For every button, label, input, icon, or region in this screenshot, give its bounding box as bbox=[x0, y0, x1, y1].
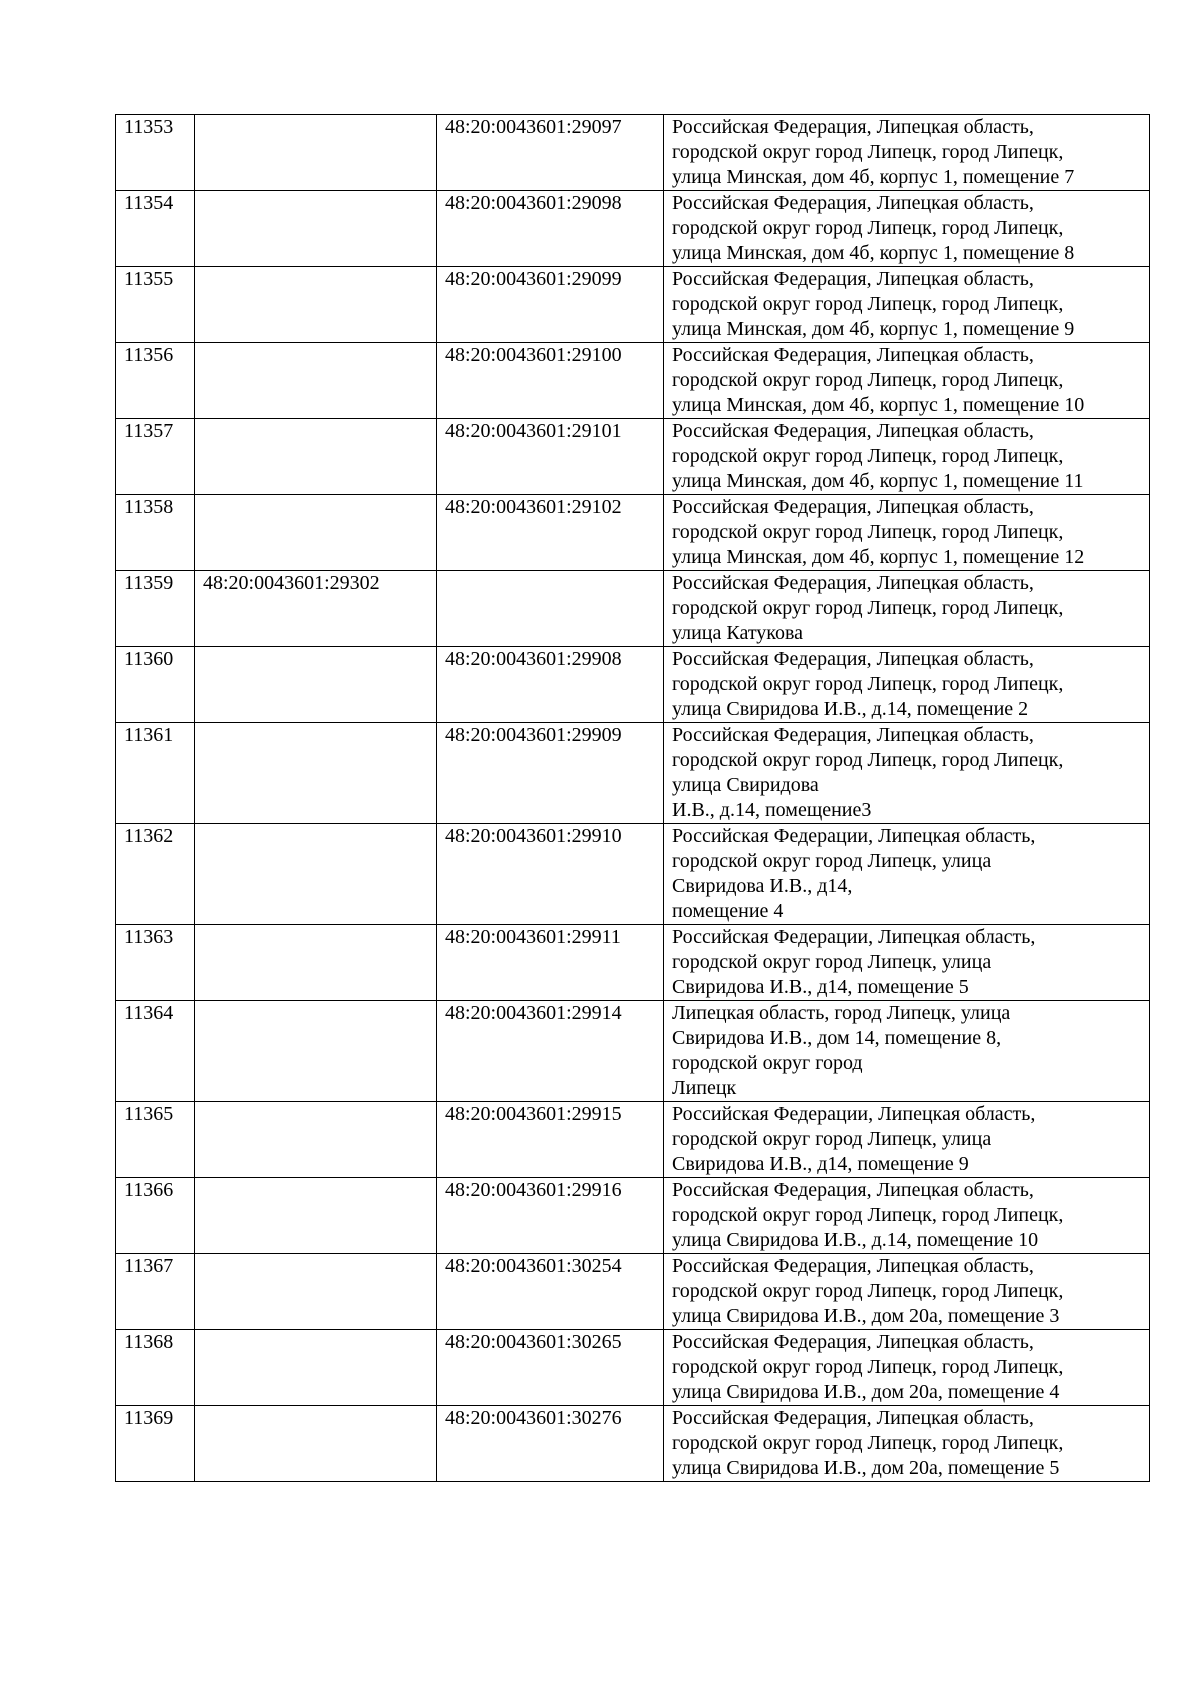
land-plot-number-cell bbox=[195, 1178, 437, 1254]
address-cell: Российская Федерации, Липецкая область, городской округ город Липецк, улица Свиридова И.В., д14, помещение 5 bbox=[664, 925, 1150, 1001]
address-cell: Российская Федерация, Липецкая область, городской округ город Липецк, город Липецк, улица Свиридова И.В., дом 20а, помещение 4 bbox=[664, 1330, 1150, 1406]
table-row bbox=[116, 267, 1150, 343]
object-cadastral-number-cell: 48:20:0043601:29908 bbox=[437, 647, 664, 723]
table-row bbox=[116, 343, 1150, 419]
row-number-cell: 11367 bbox=[116, 1254, 195, 1330]
table-row bbox=[116, 824, 1150, 925]
address-cell: Российская Федерация, Липецкая область, городской округ город Липецк, город Липецк, улица Минская, дом 4б, корпус 1, помещение 7 bbox=[664, 115, 1150, 191]
table-row bbox=[116, 115, 1150, 191]
row-number-cell: 11355 bbox=[116, 267, 195, 343]
row-number-cell: 11362 bbox=[116, 824, 195, 925]
land-plot-number-cell bbox=[195, 647, 437, 723]
object-cadastral-number-cell bbox=[437, 571, 664, 647]
row-number-cell: 11364 bbox=[116, 1001, 195, 1102]
table-row bbox=[116, 1001, 1150, 1102]
object-cadastral-number-cell: 48:20:0043601:29914 bbox=[437, 1001, 664, 1102]
object-cadastral-number-cell: 48:20:0043601:29910 bbox=[437, 824, 664, 925]
address-cell: Российская Федерация, Липецкая область, городской округ город Липецк, город Липецк, улица Минская, дом 4б, корпус 1, помещение 12 bbox=[664, 495, 1150, 571]
object-cadastral-number-cell: 48:20:0043601:30276 bbox=[437, 1406, 664, 1482]
row-number-cell: 11369 bbox=[116, 1406, 195, 1482]
address-cell: Российская Федерации, Липецкая область, городской округ город Липецк, улица Свиридова И.В., д14, помещение 4 bbox=[664, 824, 1150, 925]
land-plot-number-cell bbox=[195, 1330, 437, 1406]
address-cell: Российская Федерация, Липецкая область, городской округ город Липецк, город Липецк, улица Свиридова И.В., дом 20а, помещение 3 bbox=[664, 1254, 1150, 1330]
table-row bbox=[116, 1254, 1150, 1330]
table-row bbox=[116, 1102, 1150, 1178]
row-number-cell: 11361 bbox=[116, 723, 195, 824]
land-plot-number-cell bbox=[195, 824, 437, 925]
object-cadastral-number-cell: 48:20:0043601:29100 bbox=[437, 343, 664, 419]
registry-table-body bbox=[116, 115, 1150, 1482]
address-cell: Российская Федерация, Липецкая область, городской округ город Липецк, город Липецк, улица Свиридова И.В., д.14, помещение 2 bbox=[664, 647, 1150, 723]
land-plot-number-cell bbox=[195, 419, 437, 495]
land-plot-number-cell bbox=[195, 1102, 437, 1178]
cadastral-registry-table bbox=[115, 114, 1150, 1482]
object-cadastral-number-cell: 48:20:0043601:30265 bbox=[437, 1330, 664, 1406]
land-plot-number-cell: 48:20:0043601:29302 bbox=[195, 571, 437, 647]
row-number-cell: 11357 bbox=[116, 419, 195, 495]
row-number-cell: 11363 bbox=[116, 925, 195, 1001]
object-cadastral-number-cell: 48:20:0043601:29098 bbox=[437, 191, 664, 267]
address-cell: Липецкая область, город Липецк, улица Свиридова И.В., дом 14, помещение 8, городской округ город Липецк bbox=[664, 1001, 1150, 1102]
object-cadastral-number-cell: 48:20:0043601:29102 bbox=[437, 495, 664, 571]
address-cell: Российская Федерация, Липецкая область, городской округ город Липецк, город Липецк, улица Свиридова И.В., д.14, помещение 10 bbox=[664, 1178, 1150, 1254]
object-cadastral-number-cell: 48:20:0043601:29101 bbox=[437, 419, 664, 495]
table-row bbox=[116, 495, 1150, 571]
land-plot-number-cell bbox=[195, 191, 437, 267]
address-cell: Российская Федерация, Липецкая область, городской округ город Липецк, город Липецк, улица Свиридова И.В., д.14, помещение3 bbox=[664, 723, 1150, 824]
address-cell: Российская Федерация, Липецкая область, городской округ город Липецк, город Липецк, улица Минская, дом 4б, корпус 1, помещение 11 bbox=[664, 419, 1150, 495]
row-number-cell: 11358 bbox=[116, 495, 195, 571]
land-plot-number-cell bbox=[195, 1001, 437, 1102]
row-number-cell: 11360 bbox=[116, 647, 195, 723]
table-row bbox=[116, 1406, 1150, 1482]
row-number-cell: 11353 bbox=[116, 115, 195, 191]
object-cadastral-number-cell: 48:20:0043601:29909 bbox=[437, 723, 664, 824]
table-row bbox=[116, 647, 1150, 723]
land-plot-number-cell bbox=[195, 267, 437, 343]
address-cell: Российская Федерации, Липецкая область, городской округ город Липецк, улица Свиридова И.В., д14, помещение 9 bbox=[664, 1102, 1150, 1178]
row-number-cell: 11368 bbox=[116, 1330, 195, 1406]
table-row bbox=[116, 191, 1150, 267]
land-plot-number-cell bbox=[195, 343, 437, 419]
table-row bbox=[116, 723, 1150, 824]
table-row bbox=[116, 419, 1150, 495]
object-cadastral-number-cell: 48:20:0043601:29915 bbox=[437, 1102, 664, 1178]
land-plot-number-cell bbox=[195, 1406, 437, 1482]
table-row bbox=[116, 925, 1150, 1001]
address-cell: Российская Федерация, Липецкая область, городской округ город Липецк, город Липецк, улица Катукова bbox=[664, 571, 1150, 647]
land-plot-number-cell bbox=[195, 925, 437, 1001]
table-row bbox=[116, 1330, 1150, 1406]
land-plot-number-cell bbox=[195, 723, 437, 824]
row-number-cell: 11356 bbox=[116, 343, 195, 419]
row-number-cell: 11365 bbox=[116, 1102, 195, 1178]
land-plot-number-cell bbox=[195, 115, 437, 191]
address-cell: Российская Федерация, Липецкая область, городской округ город Липецк, город Липецк, улица Свиридова И.В., дом 20а, помещение 5 bbox=[664, 1406, 1150, 1482]
land-plot-number-cell bbox=[195, 495, 437, 571]
row-number-cell: 11359 bbox=[116, 571, 195, 647]
table-row bbox=[116, 571, 1150, 647]
object-cadastral-number-cell: 48:20:0043601:29911 bbox=[437, 925, 664, 1001]
row-number-cell: 11366 bbox=[116, 1178, 195, 1254]
object-cadastral-number-cell: 48:20:0043601:30254 bbox=[437, 1254, 664, 1330]
object-cadastral-number-cell: 48:20:0043601:29097 bbox=[437, 115, 664, 191]
address-cell: Российская Федерация, Липецкая область, городской округ город Липецк, город Липецк, улица Минская, дом 4б, корпус 1, помещение 9 bbox=[664, 267, 1150, 343]
land-plot-number-cell bbox=[195, 1254, 437, 1330]
row-number-cell: 11354 bbox=[116, 191, 195, 267]
object-cadastral-number-cell: 48:20:0043601:29916 bbox=[437, 1178, 664, 1254]
table-row bbox=[116, 1178, 1150, 1254]
address-cell: Российская Федерация, Липецкая область, городской округ город Липецк, город Липецк, улица Минская, дом 4б, корпус 1, помещение 8 bbox=[664, 191, 1150, 267]
object-cadastral-number-cell: 48:20:0043601:29099 bbox=[437, 267, 664, 343]
address-cell: Российская Федерация, Липецкая область, городской округ город Липецк, город Липецк, улица Минская, дом 4б, корпус 1, помещение 10 bbox=[664, 343, 1150, 419]
